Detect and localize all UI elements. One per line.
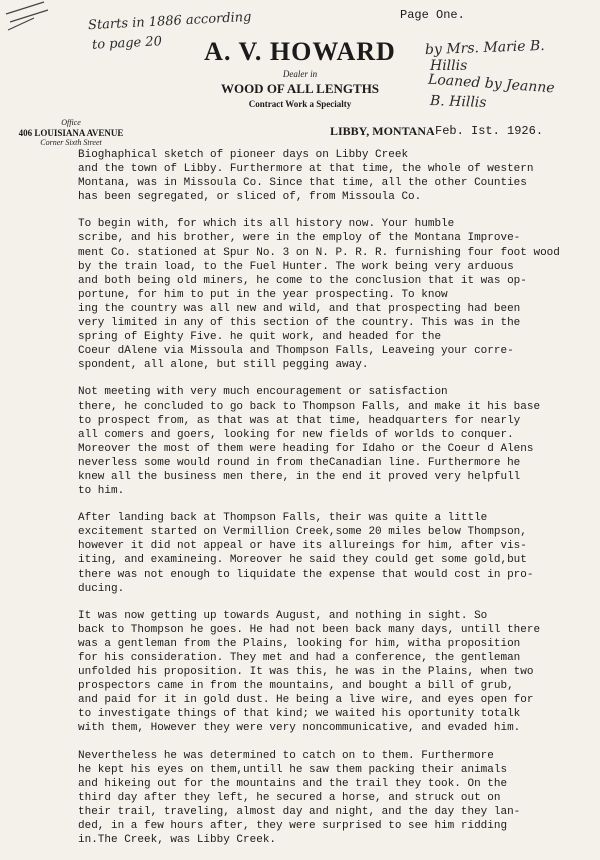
letterhead-dealer-in: Dealer in bbox=[282, 69, 318, 79]
text-line: neverless some would round in from theCanadian line. Furthermore he bbox=[78, 456, 521, 469]
handwritten-attribution-4: B. Hillis bbox=[429, 93, 487, 111]
text-line: ducing. bbox=[78, 582, 125, 595]
handwritten-attribution-1: by Mrs. Marie B. bbox=[424, 37, 546, 59]
paragraph-3 bbox=[78, 385, 590, 498]
text-line: After landing back at Thompson Falls, their was quite a little bbox=[78, 512, 488, 525]
text-line: Bioghaphical sketch of pioneer days on Libby Creek bbox=[78, 149, 409, 161]
text-line: knew all the business men there, in the end it proved very helpfull bbox=[78, 470, 521, 483]
text-line: he kept his eyes on them,untill he saw them packing their animals bbox=[78, 763, 508, 776]
text-line: To begin with, for which its all history now. Your humble bbox=[78, 218, 455, 231]
letterhead-tagline: Contract Work a Specialty bbox=[248, 99, 352, 109]
page-number: Page One. bbox=[400, 8, 465, 22]
letterhead-name: A. V. HOWARD bbox=[204, 37, 396, 66]
text-line: Moreover the most of them were heading for Idaho or the Coeur d Alens bbox=[78, 442, 534, 455]
letterhead bbox=[150, 38, 450, 109]
paragraph-4 bbox=[78, 511, 590, 596]
text-line: very limited in any of this section of the country. This was in the bbox=[78, 317, 521, 330]
text-line: back to Thompson he goes. He had not been back many days, untill there bbox=[78, 623, 541, 636]
handwritten-note-top-left-1: Starts in 1886 according bbox=[87, 9, 252, 34]
text-line: Nevertheless he was determined to catch on to them. Furthermore bbox=[78, 749, 494, 762]
text-line: there, he concluded to go back to Thompson Falls, and make it his base bbox=[78, 400, 541, 413]
text-line: to him. bbox=[78, 485, 125, 498]
paragraph-5 bbox=[78, 609, 590, 736]
text-line: and both being old miners, he come to the conclusion that it was op- bbox=[78, 274, 527, 287]
text-line: spring of Eighty Five. he quit work, and headed for the bbox=[78, 331, 442, 344]
text-line: unfolded his proposition. It was this, he was in the Plains, when two bbox=[78, 666, 534, 679]
text-line: ment Co. stationed at Spur No. 3 on N. P. R. R. furnishing four foot wood bbox=[78, 246, 560, 259]
text-line: all comers and goers, looking for new fields of worlds to conquer. bbox=[78, 428, 514, 441]
office-address-block bbox=[6, 118, 136, 148]
office-address: 406 LOUISIANA AVENUE bbox=[18, 128, 124, 138]
text-line: however it did not appeal or have its allureings for him, after vis- bbox=[78, 540, 527, 553]
text-line: ing the country was all new and wild, and that prospecting had been bbox=[78, 302, 521, 315]
text-line: iting, and examineing. Moreover he said they could get some gold,but bbox=[78, 554, 527, 567]
text-line: and hikeing out for the mountains and the trail they took. On the bbox=[78, 777, 508, 790]
text-line: ded, in a few hours after, they were surprised to see him ridding bbox=[78, 820, 508, 833]
letter-place: LIBBY, MONTANA bbox=[330, 124, 435, 138]
paragraph-6 bbox=[78, 749, 590, 848]
letter-date: Feb. Ist. 1926. bbox=[435, 124, 544, 138]
handwritten-attribution-3: Loaned by Jeanne bbox=[427, 71, 556, 97]
letterhead-product: WOOD OF ALL LENGTHS bbox=[220, 81, 380, 96]
text-line: was a gentleman from the Plains, looking for him, witha proposition bbox=[78, 637, 521, 650]
corner-scribble-mark bbox=[4, 0, 52, 40]
text-line: excitement started on Vermillion Creek,some 20 miles below Thompson, bbox=[78, 526, 527, 539]
text-line: for his consideration. They met and had a conference, the gentleman bbox=[78, 652, 521, 664]
letter-body bbox=[78, 148, 590, 860]
text-line: and the town of Libby. Furthermore at that time, the whole of western bbox=[78, 163, 534, 176]
text-line: scribe, and his brother, were in the employ of the Montana Improve- bbox=[78, 232, 521, 245]
text-line: to investigate things of that kind; we waited his oportunity totalk bbox=[78, 708, 521, 721]
text-line: Montana, was in Missoula Co. Since that time, all the other Counties bbox=[78, 177, 527, 190]
text-line: by the train load, to the Fuel Hunter. The work being very arduous bbox=[78, 260, 514, 273]
text-line: their trail, traveling, almost day and night, and the day they lan- bbox=[78, 805, 521, 818]
text-line: with them, However they were very noncommunicative, and evaded him. bbox=[78, 722, 521, 735]
text-line: spondent, all alone, but still pegging away. bbox=[78, 359, 369, 372]
office-label: Office bbox=[61, 118, 81, 127]
text-line: there was not enough to liquidate the expense that would cost in pro- bbox=[78, 568, 534, 581]
handwritten-note-top-left-2: to page 20 bbox=[91, 34, 163, 53]
text-line: has been segregated, or sliced of, from Missoula Co. bbox=[78, 191, 422, 204]
handwritten-attribution-2: Hillis bbox=[430, 58, 468, 74]
paragraph-2 bbox=[78, 217, 590, 372]
text-line: Coeur dAlene via Missoula and Thompson Falls, Leaveing your corre- bbox=[78, 345, 514, 358]
text-line: portune, for him to put in the year prospecting. To know bbox=[78, 288, 448, 301]
text-line: and paid for it in gold dust. He being a live wire, and eyes open for bbox=[78, 694, 534, 707]
text-line: to prospect from, as that was at that time, headquarters for nearly bbox=[78, 414, 521, 427]
office-corner: Corner Sixth Street bbox=[40, 138, 102, 147]
text-line: third day after they left, he secured a horse, and struck out on bbox=[78, 791, 501, 804]
text-line: Not meeting with very much encouragement or satisfaction bbox=[78, 386, 448, 399]
text-line: It was now getting up towards August, and nothing in sight. So bbox=[78, 609, 488, 622]
text-line: prospectors came in from the mountains, and bought a bill of grub, bbox=[78, 680, 514, 693]
text-line: in.The Creek, was Libby Creek. bbox=[78, 834, 277, 847]
paragraph-1 bbox=[78, 148, 590, 204]
